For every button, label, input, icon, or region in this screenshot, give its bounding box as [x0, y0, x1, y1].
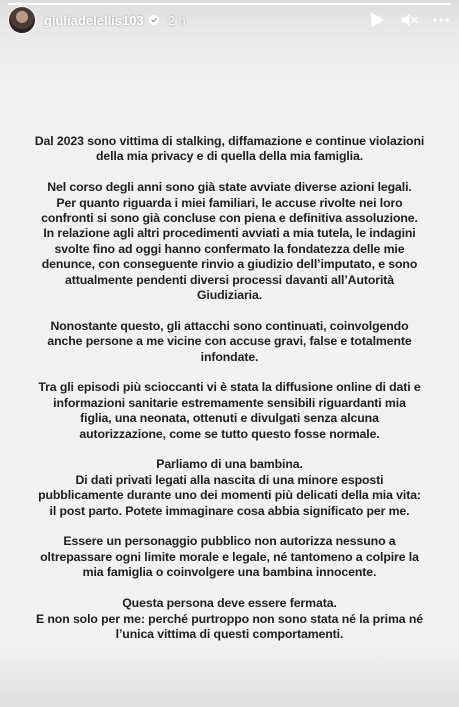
statement-paragraph	[12, 134, 447, 165]
statement-line: Di dati privati legati alla nascita di una minore esposti	[75, 472, 384, 487]
story-header	[8, 6, 451, 34]
statement-paragraph	[12, 534, 447, 580]
statement-line: svolte fino ad oggi hanno confermato la fondatezza delle mie	[54, 241, 405, 256]
username[interactable]: giulia​delellis103	[44, 12, 144, 28]
statement-line: E non solo per me: perché purtroppo non sono stata né la prima né	[35, 611, 424, 626]
more-options-button[interactable]	[431, 10, 451, 30]
statement-paragraph	[12, 180, 447, 303]
statement-line: mia famiglia o coinvolgere una bambina innocente.	[82, 565, 377, 580]
statement-line: Giudiziaria.	[196, 288, 263, 303]
story-statement-text	[12, 134, 447, 642]
statement-line: Tra gli episodi più scioccanti vi è stata la diffusione online di dati e	[38, 380, 421, 395]
statement-line: oltrepassare ogni limite morale e legale, né tantomeno a colpire la	[40, 549, 419, 564]
statement-line: anche persone a me vicine con accuse gravi, false e totalmente	[47, 334, 412, 349]
play-button[interactable]	[367, 10, 387, 30]
verified-badge-icon	[148, 14, 160, 26]
statement-paragraph	[12, 319, 447, 365]
statement-line: informazioni sanitarie estremamente sensibili riguardanti mia	[53, 395, 406, 410]
story-progress-fill	[8, 3, 451, 5]
statement-line: figlia, una neonata, ottenuti e divulgati senza alcuna	[80, 411, 379, 426]
statement-line: attualmente pendenti diversi processi davanti all’Autorità	[64, 272, 395, 287]
statement-line: Dal 2023 sono vittima di stalking, diffamazione e continue violazioni	[34, 134, 425, 148]
story-footer	[0, 652, 459, 707]
statement-line: Per quanto riguarda i miei familiari, le accuse rivolte nei loro	[56, 195, 403, 210]
statement-line: Nonostante questo, gli attacchi sono continuati, coinvolgendo	[50, 318, 409, 333]
statement-paragraph	[12, 380, 447, 442]
story-progress-bar	[8, 3, 451, 5]
statement-line: In relazione agli altri procedimenti avviati a mia tutela, le indagini	[43, 226, 416, 241]
statement-line: Nel corso degli anni sono già state avviate diverse azioni legali.	[47, 180, 412, 195]
statement-line: pubblicamente durante uno dei momenti più delicati della mia vita:	[38, 488, 421, 503]
statement-paragraph	[12, 457, 447, 519]
statement-line: il post parto. Potete immaginare cosa abbia significato per me.	[49, 503, 410, 518]
statement-paragraph	[12, 596, 447, 642]
statement-line: denunce, con conseguente rinvio a giudizio dell’imputato, e sono	[41, 257, 418, 272]
statement-line: l’unica vittima di questi comportamenti.	[115, 626, 344, 641]
avatar[interactable]	[8, 6, 36, 34]
statement-line: Parliamo di una bambina.	[156, 457, 303, 472]
mute-button[interactable]	[399, 10, 419, 30]
statement-line: autorizzazione, come se tutto questo fosse normale.	[79, 426, 380, 441]
more-dots-icon	[433, 18, 449, 22]
volume-muted-icon	[400, 12, 418, 28]
statement-line: infondate.	[200, 349, 259, 364]
statement-line: Questa persona deve essere fermata.	[122, 596, 337, 611]
statement-line: confronti si sono già concluse con piena e definitiva assoluzione.	[41, 211, 418, 226]
statement-line: Essere un personaggio pubblico non autorizza nessuno a	[63, 534, 396, 549]
statement-line: della mia privacy e di quella della mia famiglia.	[95, 149, 364, 164]
play-icon	[370, 12, 384, 28]
post-time: 2 h	[167, 12, 186, 28]
